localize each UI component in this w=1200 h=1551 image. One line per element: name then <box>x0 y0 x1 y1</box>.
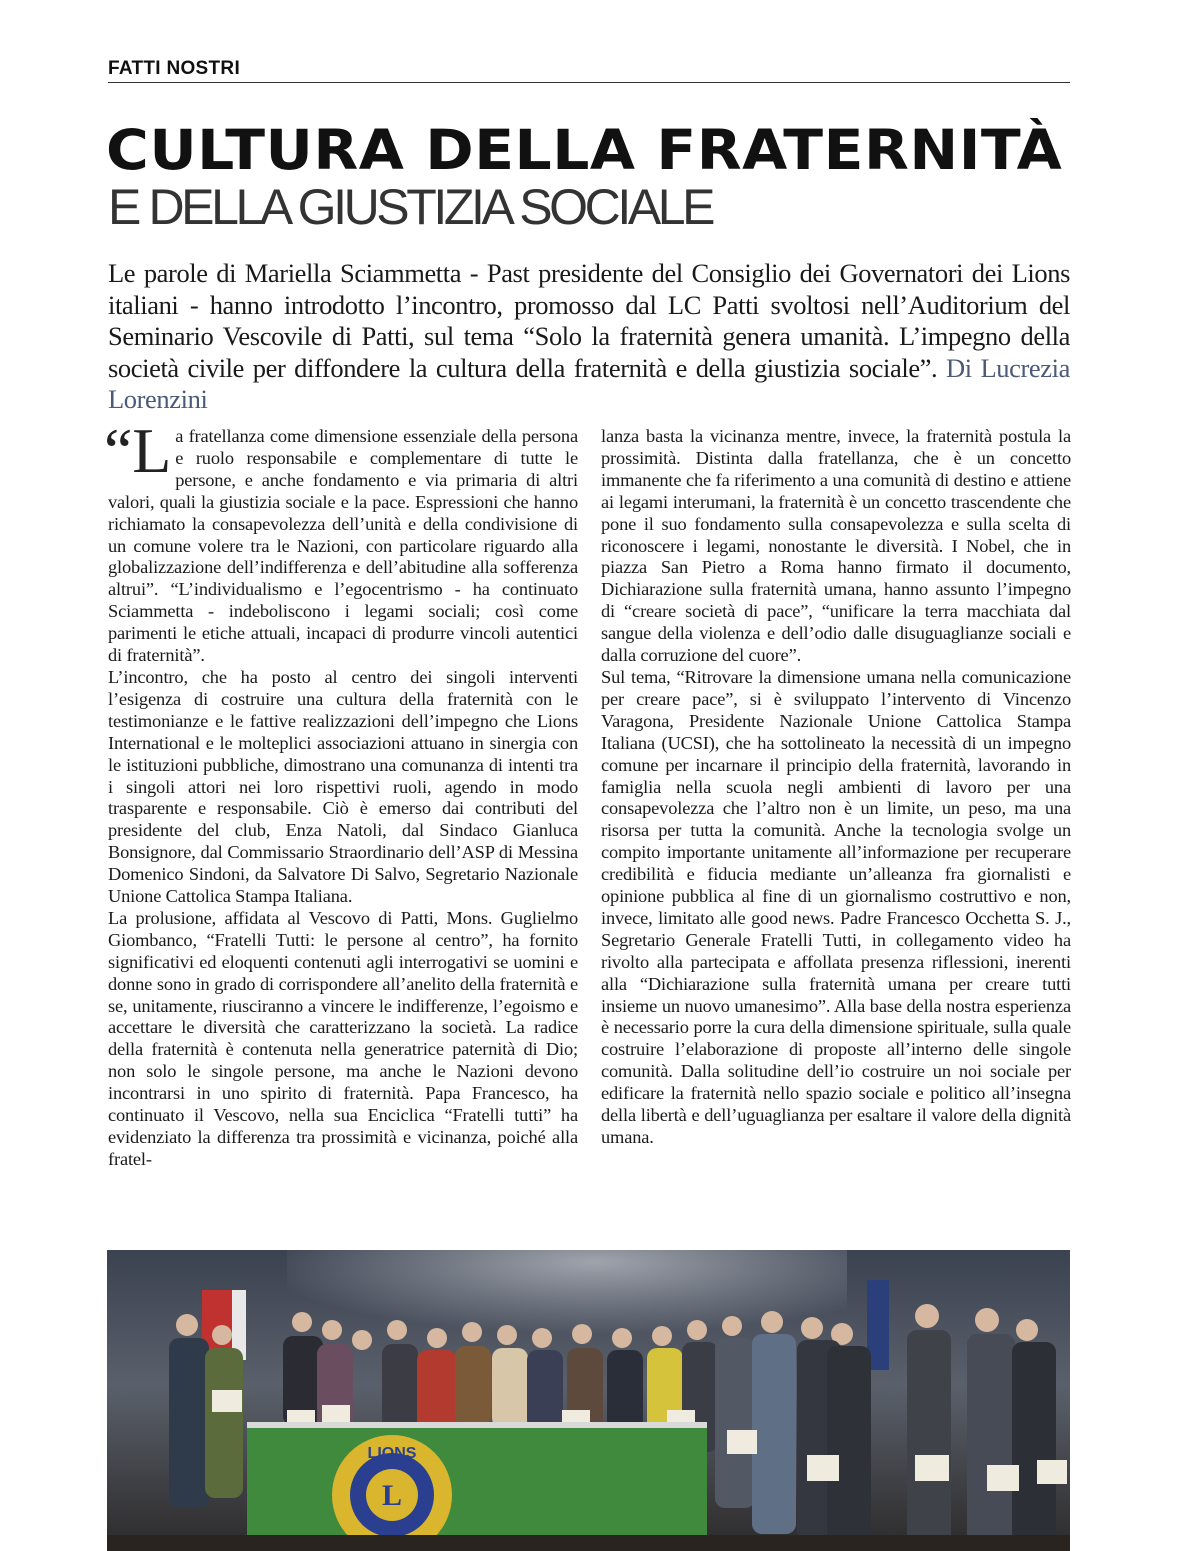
event-group-photo <box>107 1250 1070 1551</box>
body-paragraph: L’incontro, che ha posto al centro dei singoli interventi l’esigenza di costruire una cultura della fraternità con le testimonianze e le fattive realizzazioni dell’impegno che Lions International e le molteplici associazioni attuano in sinergia con le istituzioni pubbliche, dimostrano una comunanza di intenti tra i singoli attori nei loro rispettivi ruoli, agendo in modo trasparente e responsabile. Ciò è emerso dai contributi del presidente del club, Enza Natoli, dal Sindaco Gianluca Bonsignore, dal Commissario Straordinario dell’ASP di Messina Domenico Sindoni, da Salvatore Di Salvo, Segretario Nazionale Unione Cattolica Stampa Italiana. <box>108 666 578 907</box>
lions-banner-table <box>247 1422 707 1551</box>
emblem-letter: L <box>381 1479 403 1512</box>
body-column-left <box>104 415 578 1171</box>
article-title: CULTURA DELLA FRATERNITÀ <box>106 118 1063 182</box>
table-edge <box>247 1422 707 1428</box>
body-paragraph: La prolusione, affidata al Vescovo di Patti, Mons. Guglielmo Giombanco, “Fratelli Tutti: le persone al centro”, ha fornito significativi ed eloquenti contenuti agli interrogativi se uomini e donne sono in grado di corrispondere all’anelito della fraternità e se, unitamente, riusciranno a vincere le indifferenze, l’egoismo e accettare le diversità che caratterizzano la società. La radice della fraternità è contenuta nella generatrice paternità di Dio; non solo le singole persone, ma anche le Nazioni devono incontrarsi in uno spirito di fraternità. Papa Francesco, ha continuato il Vescovo, nella sua Enciclica “Fratelli tutti” ha evidenziato la differenza tra prossimità e vicinanza, poiché alla fratel- <box>108 907 578 1169</box>
photo-illustration <box>107 1250 1070 1551</box>
drop-cap <box>104 415 172 486</box>
body-paragraph <box>104 415 578 667</box>
article-subtitle: E DELLA GIUSTIZIA SOCIALE <box>108 179 713 235</box>
drop-quote-mark: “ <box>104 415 133 486</box>
article-lead <box>108 258 1070 416</box>
section-label: FATTI NOSTRI <box>108 58 241 79</box>
body-paragraph: Sul tema, “Ritrovare la dimensione umana nella comunicazione per creare pace”, si è sviluppato l’intervento di Vincenzo Varagona, Presidente Nazionale Unione Cattolica Stampa Italiana (UCSI), che ha sottolineato la necessità di un impegno comune per incarnare il principio della fraternità, lavorando in famiglia nella scuola negli ambienti di lavoro per una consapevolezza che l’altro non è un limite, un peso, ma una risorsa per tutta la comunità. Anche la tecnologia svolge un compito importante unitamente all’informazione per recuperare credibilità e fiducia mediante un’alleanza fra giornalisti e opinione pubblica al fine di un giornalismo costruttivo e non, invece, limitato alle good news. Padre Francesco Occhetta S. J., Segretario Generale Fratelli Tutti, in collegamento video ha rivolto alla partecipata e affollata presenza riflessioni, inerenti alla “Dichiarazione sulla fraternità umana per creare tutti insieme un nuovo umanesimo”. Alla base della nostra esperienza è necessario porre la cura della dimensione spirituale, sulla quale costruire l’elaborazione di proposte all’interno delle singole comunità. Dalla solitudine dell’io costruire un noi sociale per edificare la fraternità nello spazio sociale e politico all’insegna della libertà e dell’uguaglianza per esaltare il valore della dignità umana. <box>601 666 1071 1147</box>
article-byline: Di Lucrezia Lorenzini <box>108 352 1070 414</box>
body-paragraph: lanza basta la vicinanza mentre, invece, la fraternità postula la prossimità. Distinta dalla fratellanza, che è un concetto immanente che fa riferimento a una comunità di destino e attiene ai legami interumani, la fraternità è un concetto trascendente che pone il suo fondamento sulla consapevolezza e sulla scelta di riconoscere i legami, nonostante le diversità. I Nobel, che in piazza San Pietro a Roma hanno firmato il documento, Dichiarazione sulla fraternità umana, hanno assunto l’impegno di “creare società di pace”, “unificare la terra macchiata dal sangue della violenza e dell’odio dalle disuguaglianze sociali e dalla corruzione del cuore”. <box>601 426 1071 666</box>
body-column-right <box>601 426 1071 1149</box>
drop-letter: L <box>132 415 172 486</box>
paragraph-text: a fratellanza come dimensione essenziale della persona e ruolo responsabile e complementare di tutte le persone, e anche fondamento e via primaria di altri valori, quali la giustizia sociale e la pace. Espressioni che hanno richiamato la consapevolezza dell’unità e della condivisione di un comune volere tra le Nazioni, con particolare riguardo alla globalizzazione dell’indifferenza e dell’abitudine alla sofferenza altrui”. “L’individualismo e l’egocentrismo - ha continuato Sciammetta - indeboliscono i legami sociali; così come parimenti le etiche attuali, incapaci di produrre vincoli autentici di fraternità”. <box>108 426 578 666</box>
stage-floor <box>107 1535 1070 1551</box>
section-divider <box>108 82 1070 83</box>
lead-text: Le parole di Mariella Sciammetta - Past presidente del Consiglio dei Governatori dei Lions italiani - hanno introdotto l’incontro, promosso dal LC Patti svoltosi nell’Auditorium del Seminario Vescovile di Patti, sul tema “Solo la fraternità genera umanità. L’impegno della società civile per diffondere la cultura della fraternità e della giustizia sociale”. <box>108 258 1070 383</box>
emblem-top-text: LIONS <box>367 1445 417 1462</box>
